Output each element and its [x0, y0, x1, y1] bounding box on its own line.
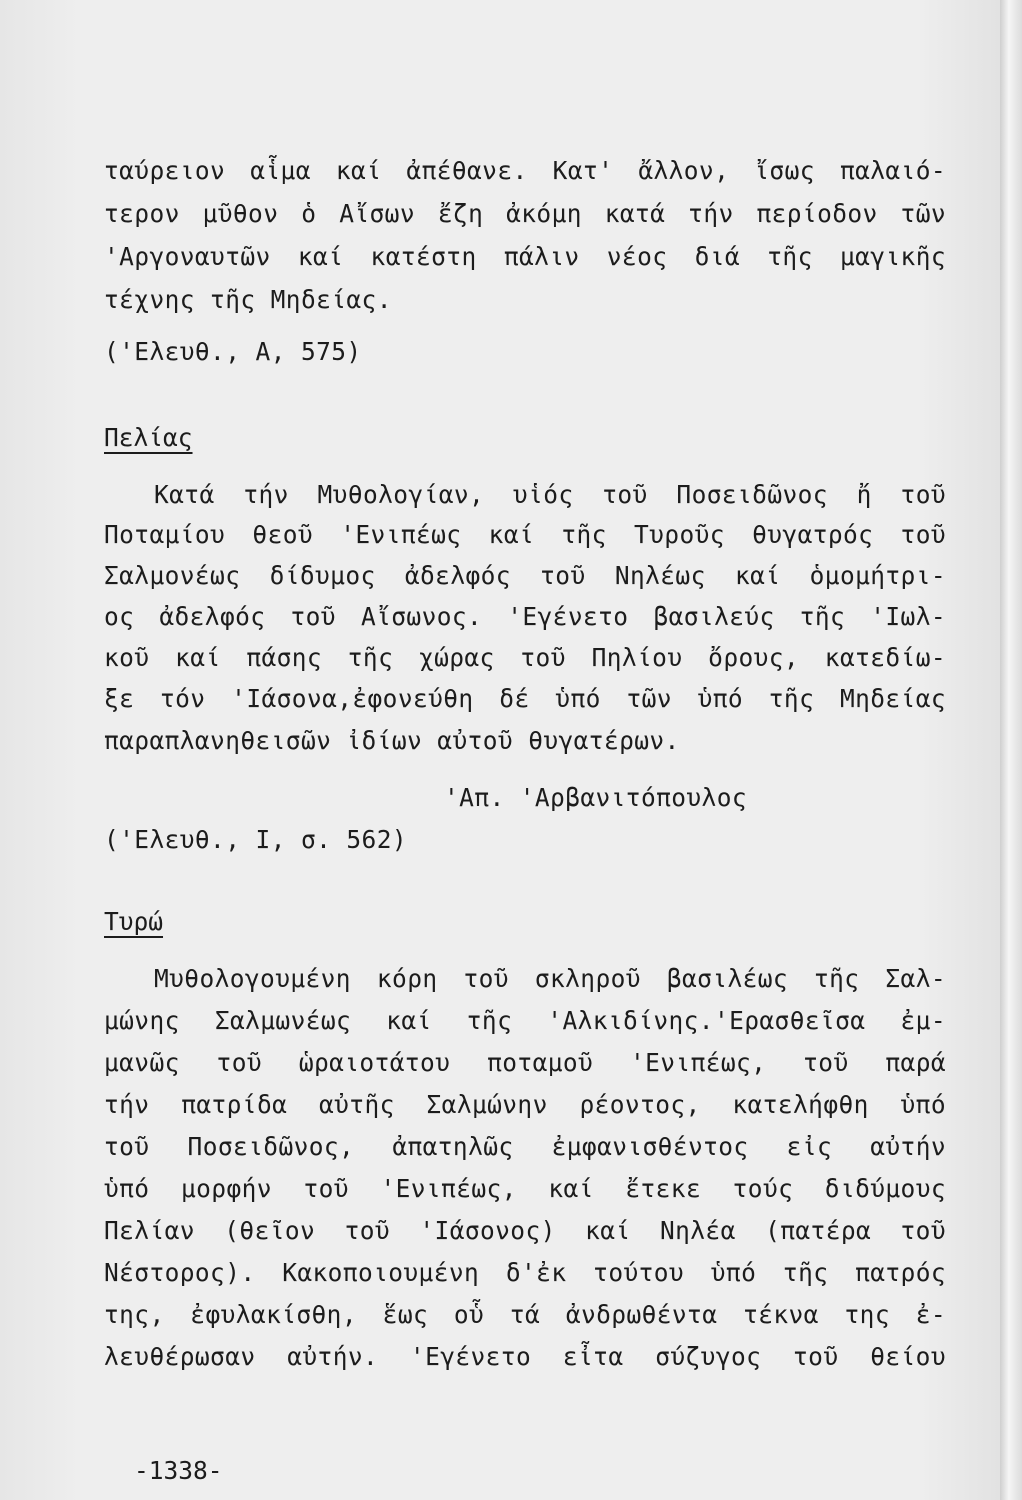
text-line: λευθέρωσαν αὐτήν. 'Εγένετο εἶτα σύζυγος τοῦ θείου	[104, 1342, 946, 1371]
citation: ('Ελευθ., Α, 575)	[104, 337, 362, 366]
text-line: τοῦ Ποσειδῶνος, ἀπατηλῶς ἐμφανισθέντος εἰς αὐτήν	[104, 1132, 946, 1161]
text-line: τήν πατρίδα αὐτῆς Σαλμώνην ρέοντος, κατελήφθη ὑπό	[104, 1090, 946, 1119]
text-line: ξε τόν 'Ιάσονα,ἐφονεύθη δέ ὑπό τῶν ὑπό τῆς Μηδείας	[104, 684, 946, 713]
text-line: Κατά τήν Μυθολογίαν, υἱός τοῦ Ποσειδῶνος ἤ τοῦ	[154, 480, 946, 509]
text-line: Μυθολογουμένη κόρη τοῦ σκληροῦ βασιλέως τῆς Σαλ-	[154, 964, 946, 993]
page-edge	[1000, 0, 1022, 1500]
text-line: παραπλανηθεισῶν ἰδίων αὐτοῦ θυγατέρων.	[104, 726, 680, 755]
text-line: Σαλμονέως δίδυμος ἀδελφός τοῦ Νηλέως καί ὁμομήτρι-	[104, 561, 946, 590]
text-line: ταύρειον αἷμα καί ἀπέθανε. Κατ' ἄλλον, ἴσως παλαιό-	[104, 156, 946, 185]
text-line: Ποταμίου θεοῦ 'Ενιπέως καί τῆς Τυροῦς θυγατρός τοῦ	[104, 520, 946, 549]
text-line: μώνης Σαλμωνέως καί τῆς 'Αλκιδίνης.'Ερασθεῖσα ἐμ-	[104, 1006, 946, 1035]
author-signature: 'Απ. 'Αρβανιτόπουλος	[444, 783, 748, 812]
text-line: της, ἐφυλακίσθη, ἕως οὗ τά ἀνδρωθέντα τέκνα της ἐ-	[104, 1300, 946, 1329]
text-line: Νέστορος). Κακοποιουμένη δ'ἐκ τούτου ὑπό τῆς πατρός	[104, 1258, 946, 1287]
entry-title-tyro: Τυρώ	[104, 907, 164, 936]
page-number: -1338-	[134, 1456, 223, 1485]
text-line: Πελίαν (θεῖον τοῦ 'Ιάσονος) καί Νηλέα (πατέρα τοῦ	[104, 1216, 946, 1245]
text-line: τέχνης τῆς Μηδείας.	[104, 285, 392, 314]
text-line: ος ἀδελφός τοῦ Αἴσωνος. 'Εγένετο βασιλεύς τῆς 'Ιωλ-	[104, 602, 946, 631]
entry-title-pelias: Πελίας	[104, 423, 193, 452]
citation: ('Ελευθ., Ι, σ. 562)	[104, 825, 408, 854]
text-line: τερον μῦθον ὁ Αἴσων ἔζη ἀκόμη κατά τήν περίοδον τῶν	[104, 199, 946, 228]
text-line: 'Αργοναυτῶν καί κατέστη πάλιν νέος διά τῆς μαγικῆς	[104, 242, 946, 271]
text-line: μανῶς τοῦ ὡραιοτάτου ποταμοῦ 'Ενιπέως, τοῦ παρά	[104, 1048, 946, 1077]
text-line: κοῦ καί πάσης τῆς χώρας τοῦ Πηλίου ὄρους, κατεδίω-	[104, 643, 946, 672]
text-line: ὑπό μορφήν τοῦ 'Ενιπέως, καί ἔτεκε τούς διδύμους	[104, 1174, 946, 1203]
